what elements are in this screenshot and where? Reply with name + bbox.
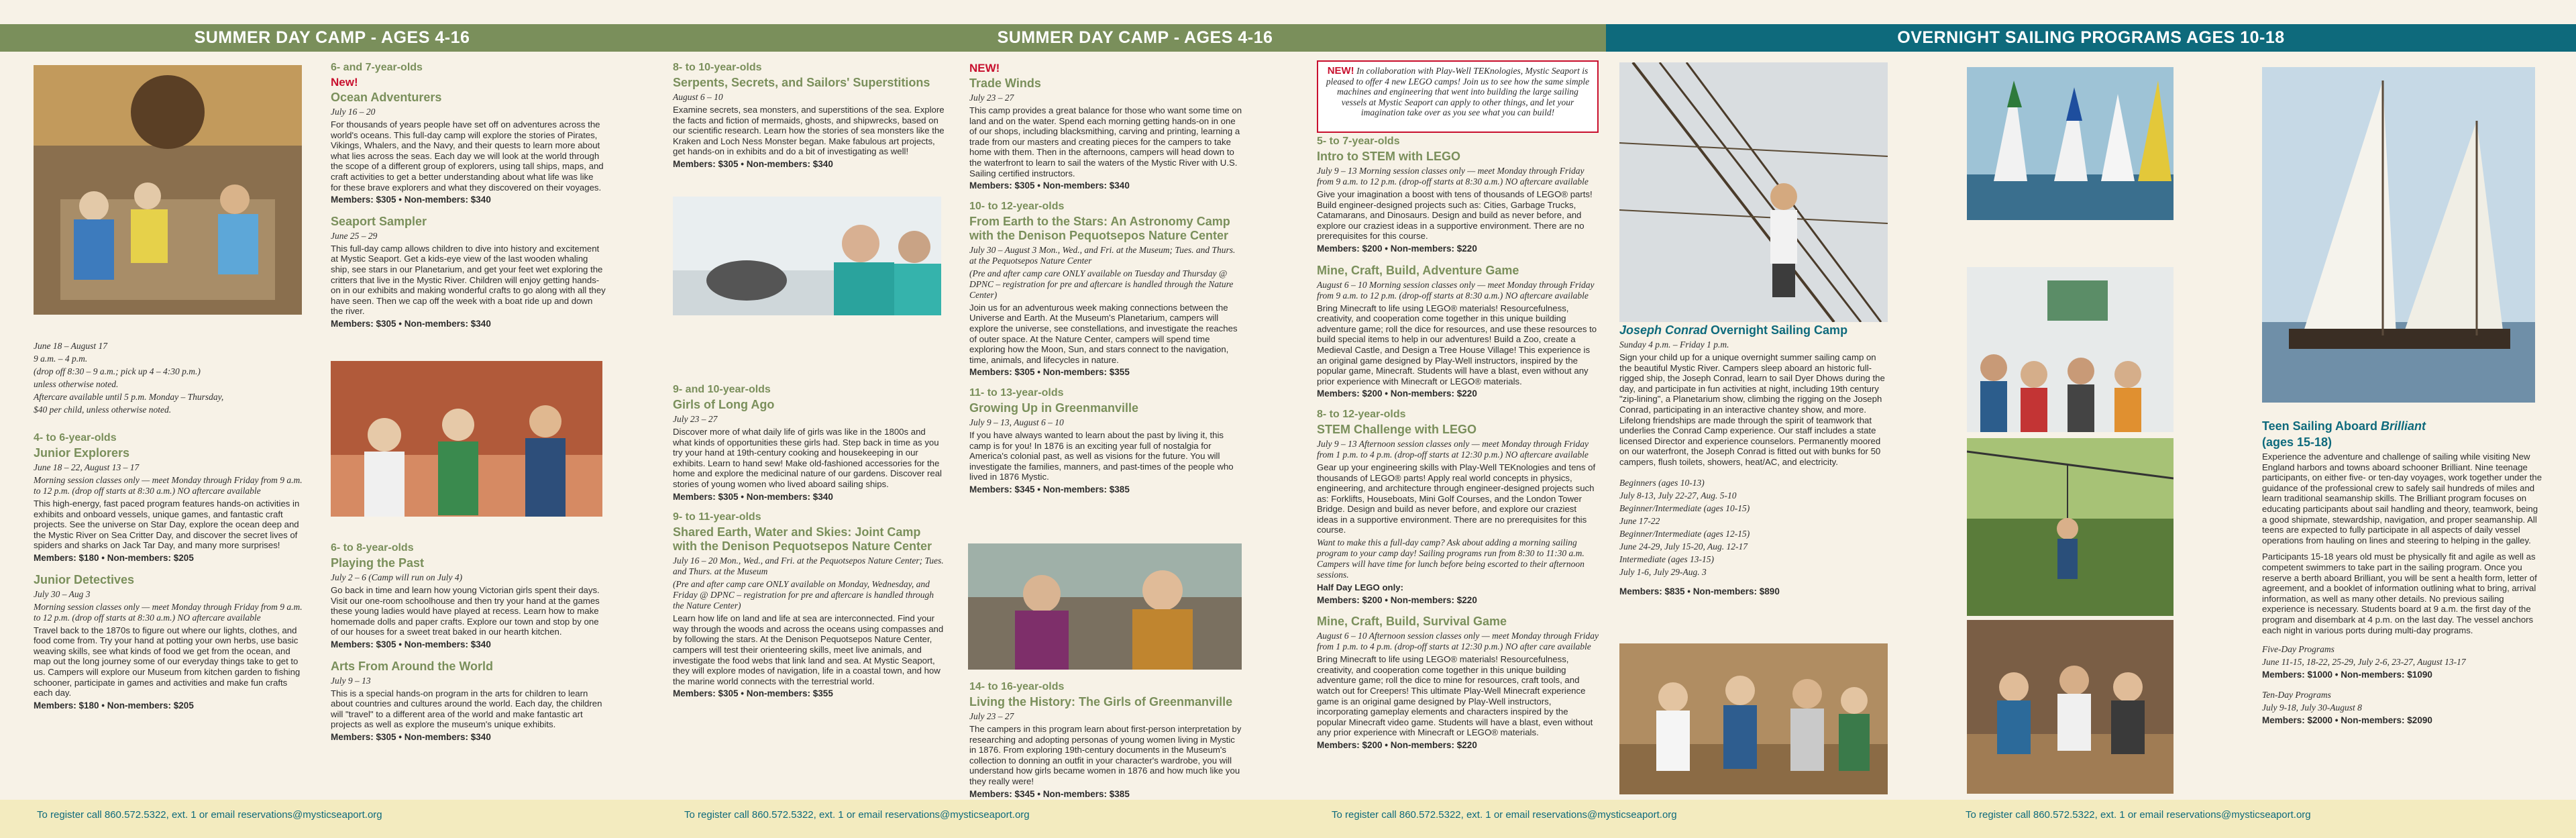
earth-stars-title: From Earth to the Stars: An Astronomy Camp with the Denison Pequotsepos Nature Center xyxy=(969,214,1230,242)
conrad-session-3-dates: June 24-29, July 15-20, Aug. 12-17 xyxy=(1619,541,1748,552)
trade-winds-price: Members: $305 • Non-members: $340 xyxy=(969,180,1130,191)
stem-challenge-half: Half Day LEGO only: xyxy=(1317,582,1403,593)
playing-past-body: Go back in time and learn how young Victorian girls spent their days. Visit our one-room schoolhouse and then try your hand at the games these young ladies would have played at recess. Learn how to make homemade dolls and paper crafts. Explore our town and stop by one of our houses for a sweet treat baked in our hearth kitchen. xyxy=(331,585,600,637)
conrad-ship-name: Joseph Conrad xyxy=(1619,323,1708,337)
banner-summer-day-camp-2: SUMMER DAY CAMP - AGES 4-16 xyxy=(664,24,1606,52)
seaport-sampler-title: Seaport Sampler xyxy=(331,214,427,228)
camp-hours: 9 a.m. – 4 p.m. xyxy=(34,354,88,364)
photo-seaport-sampler xyxy=(331,361,602,517)
earth-stars-dates: July 30 – August 3 Mon., Wed., and Fri. at the Museum; Tues. and Thurs. at the Pequotsepos Nature Center xyxy=(969,244,1236,266)
shared-earth-title: Shared Earth, Water and Skies: Joint Camp with the Denison Pequotsepos Nature Center xyxy=(673,525,932,554)
ocean-adventurers-price: Members: $305 • Non-members: $340 xyxy=(331,195,491,205)
arts-world-body: This is a special hands-on program in the arts for children to learn about countries and cultures around the world. Each day, the children will "travel" to a different area of the world and make fantastic art projects as well as explore the museum's unique exhibits. xyxy=(331,688,602,730)
earth-stars-age: 10- to 12-year-olds xyxy=(969,200,1065,212)
stem-challenge-want: Want to make this a full-day camp? Ask about adding a morning sailing program to your camp day! Sailing programs run from 8:30 to 11:30 a.m. Campers will have time for lunch before being escorted to their afternoon sessions. xyxy=(1317,537,1585,580)
arts-world-price: Members: $305 • Non-members: $340 xyxy=(331,731,491,742)
intro-stem-body: Give your imagination a boost with tens of thousands of LEGO® parts! Build engineer-designed projects such as: Cities, Garbage Trucks, Catamarans, and Dinosaurs. Design and build as never before, and explore our craziest ideas in a supportive environment. There are no prerequisites for this course. xyxy=(1317,189,1593,242)
adventure-game-title: Mine, Craft, Build, Adventure Game xyxy=(1317,263,1519,277)
stem-challenge-body: Gear up your engineering skills with Play-Well TEKnologies and tens of thousands of LEGO® parts! Apply real world concepts in physics, engineering, and architecture through engineer-designed projects such as: Forklifts, Houseboats, Mini Golf Courses, and the London Tower Bridge. Design and build as never before, and explore our craziest ideas in a supportive environment. There are no prerequisites for this course. xyxy=(1317,462,1596,535)
junior-explorers-price: Members: $180 • Non-members: $205 xyxy=(34,552,194,563)
conrad-session-1: Beginners (ages 10-13) xyxy=(1619,477,1705,488)
adventure-game-price: Members: $200 • Non-members: $220 xyxy=(1317,388,1477,399)
trade-winds-new: NEW! xyxy=(969,62,1000,74)
conrad-camp-price: Members: $835 • Non-members: $890 xyxy=(1619,586,1780,596)
brilliant-title-label: Teen Sailing Aboard xyxy=(2262,419,2381,433)
junior-detectives-price: Members: $180 • Non-members: $205 xyxy=(34,700,194,711)
column-3b xyxy=(673,384,945,709)
footer-register-2: To register call 860.572.5322, ext. 1 or email reservations@mysticseaport.org xyxy=(684,809,1030,821)
column-2b xyxy=(331,542,606,752)
stem-challenge-title: STEM Challenge with LEGO xyxy=(1317,422,1477,436)
camp-unless: unless otherwise noted. xyxy=(34,379,119,389)
brilliant-five-day-price: Members: $1000 • Non-members: $1090 xyxy=(2262,670,2432,680)
survival-game-price: Members: $200 • Non-members: $220 xyxy=(1317,740,1477,750)
ocean-adventurers-title: Ocean Adventurers xyxy=(331,91,442,104)
photo-growing-up-greenmanville xyxy=(968,543,1242,670)
camp-dropoff: (drop off 8:30 – 9 a.m.; pick up 4 – 4:30 p.m.) xyxy=(34,366,201,376)
ocean-adventurers-new: New! xyxy=(331,76,358,89)
arts-world-dates: July 9 – 13 xyxy=(331,675,371,686)
brilliant-five-day: Five-Day Programs xyxy=(2262,644,2334,655)
arts-world-title: Arts From Around the World xyxy=(331,659,493,673)
footer-register-4: To register call 860.572.5322, ext. 1 or email reservations@mysticseaport.org xyxy=(1966,809,2311,821)
footer-register-3: To register call 860.572.5322, ext. 1 or email reservations@mysticseaport.org xyxy=(1332,809,1677,821)
girls-long-ago-body: Discover more of what daily life of girls was like in the 1800s and what kinds of opportunities these girls had. Step back in time as you try your hand at 19th-century cooking and housekeeping in our exhibits. Learn to hand sew! Make old-fashioned accessories for the home and explore the medicinal nature of our gardens. Discover real stories of young women who lived aboard sailing ships. xyxy=(673,427,942,489)
shared-earth-dates: July 16 – 20 Mon., Wed., and Fri. at the Pequotsepos Nature Center; Tues. and Thurs. at the Museum xyxy=(673,556,944,577)
brilliant-ship-name: Brilliant xyxy=(2381,419,2426,433)
column-7 xyxy=(2262,419,2544,735)
conrad-session-1-dates: July 8-13, July 22-27, Aug. 5-10 xyxy=(1619,490,1737,501)
serpents-age: 8- to 10-year-olds xyxy=(673,62,762,73)
trade-winds-dates: July 23 – 27 xyxy=(969,93,1014,103)
greenmanville-price: Members: $345 • Non-members: $385 xyxy=(969,484,1130,494)
living-history-body: The campers in this program learn about first-person interpretation by researching and adopting personas of young women living in Mystic in 1876. From exploring 19th-century documents in the Museum's collection to donning an outfit in your character's wardrobe, you will understand how girls became women in 1876 and how much like you they really were! xyxy=(969,724,1242,786)
serpents-body: Examine secrets, sea monsters, and superstitions of the sea. Explore the facts and fiction of mermaids, ghosts, and shipwrecks, based on our scientific research. Learn how the stories of sea monsters like the Kraken and Loch Ness Monster began. Make fabulous art projects, get hands-on in exhibits and do a bit of investigating as well! xyxy=(673,105,945,157)
column-6 xyxy=(1619,323,1888,606)
seaport-sampler-dates: June 25 – 29 xyxy=(331,230,378,241)
footer-register-1: To register call 860.572.5322, ext. 1 or email reservations@mysticseaport.org xyxy=(37,809,382,821)
brilliant-ten-day-price: Members: $2000 • Non-members: $2090 xyxy=(2262,715,2432,725)
living-history-age: 14- to 16-year-olds xyxy=(969,681,1065,692)
playing-past-price: Members: $305 • Non-members: $340 xyxy=(331,639,491,649)
girls-long-ago-dates: July 23 – 27 xyxy=(673,414,718,424)
camp-dates: June 18 – August 17 xyxy=(34,341,107,351)
brilliant-body-2: Participants 15-18 years old must be physically fit and agile as well as competent swimmers to take part in the sailing program. Once you reserve a berth aboard Brilliant, you will be sent a health form, letter of agreement, and a booklet of information outlining what to bring, arrival information, as well as many other details. No previous sailing experience is necessary. Students board at 9 a.m. the first day of the program and disembark at 4 p.m. on the last day. The vessel anchors each night in various ports during multi-day programs. xyxy=(2262,552,2537,635)
conrad-session-4-dates: July 1-6, July 29-Aug. 3 xyxy=(1619,566,1707,577)
photo-lego-kids xyxy=(1619,643,1888,794)
intro-stem-dates: July 9 – 13 Morning session classes only — meet Monday through Friday from 9 a.m. to 12 p.m. (drop-off starts at 8:30 a.m.) NO aftercare available xyxy=(1317,166,1589,187)
conrad-session-4: Intermediate (ages 13-15) xyxy=(1619,554,1714,564)
seaport-sampler-body: This full-day camp allows children to dive into history and excitement at Mystic Seaport. Get a kids-eye view of the last wooden whaling ship, see stars in our Planetarium, and get your feet wet exploring the critters that live in the Mystic River. Children will enjoy getting hands-on in our exhibits and making wonderful crafts to go along with all they have seen. Then we cap off the week with a boat ride up and down the river. xyxy=(331,243,606,317)
photo-joseph-conrad-rigging xyxy=(1619,62,1888,322)
playing-past-dates: July 2 – 6 (Camp will run on July 4) xyxy=(331,572,463,582)
trade-winds-body: This camp provides a great balance for those who want some time on land and on the water. Spend each morning getting hands-on in one of our shops, including blacksmithing, carving and printing, learning a trade from our masters and creating pieces for the campers to take home with them. Then in the afternoons, campers will head down to the waterfront to learn to sail the waters of the Mystic River with U.S. Sailing certified instructors. xyxy=(969,105,1242,178)
stem-challenge-dates: July 9 – 13 Afternoon session classes only — meet Monday through Friday from 1 p.m. to 4 p.m. (drop-off starts at 12:30 p.m.) NO aftercare available xyxy=(1317,438,1589,460)
greenmanville-body: If you have always wanted to learn about the past by living it, this camp is for you! In 1876 is an exciting year full of nostalgia for America's colonial past, as well as visions for the future. You will investigate the families, manners, and past-times of the people who lived in 1876 Mystic. xyxy=(969,429,1234,482)
conrad-session-2: Beginner/Intermediate (ages 10-15) xyxy=(1619,503,1750,513)
playing-past-age: 6- to 8-year-olds xyxy=(331,542,414,554)
junior-detectives-title: Junior Detectives xyxy=(34,572,135,586)
brilliant-title xyxy=(2262,419,2544,433)
ocean-adventurers-age: 6- and 7-year-olds xyxy=(331,62,423,73)
trade-winds-title: Trade Winds xyxy=(969,76,1041,90)
camp-aftercare-price: $40 per child, unless otherwise noted. xyxy=(34,405,172,415)
junior-detectives-dates: July 30 – Aug 3 xyxy=(34,588,91,599)
conrad-camp-dates: Sunday 4 p.m. – Friday 1 p.m. xyxy=(1619,339,1729,350)
conrad-session-3: Beginner/Intermediate (ages 12-15) xyxy=(1619,528,1750,539)
conrad-camp-title xyxy=(1619,323,1888,337)
girls-long-ago-age: 9- and 10-year-olds xyxy=(673,384,771,395)
photo-zipline xyxy=(1967,438,2174,616)
girls-long-ago-price: Members: $305 • Non-members: $340 xyxy=(673,491,833,502)
conrad-camp-body: Sign your child up for a unique overnight summer sailing camp on the beautiful Mystic River. Campers sleep aboard an historic full-rigged ship, the Joseph Conrad, learn to sail Dyer Dhows during the day, and participate in fun activities at night, including 19th century "zip-lining", a Planetarium show, climbing the rigging on the Joseph Conrad, participating in an interactive chantey show, and more. Lifelong friendships are made through the spirit of teamwork that underlies the Conrad Camp experience. Our staff includes a state licensed Director and experience counselors. Permanently moored on our waterfront, the Joseph Conrad is fitted out with bunks for 50 campers, flush toilets, showers, heat/AC, and electricity. xyxy=(1619,352,1885,467)
junior-explorers-body: This high-energy, fast paced program features hands-on activities in exhibits and onboard vessels, unique games, and fantastic craft projects. See the universe on Star Day, explore the ocean deep and the Mystic River on Sea Critter Day, and discover the secret lives of spiders and sharks on Jack Tar Day, and many more surprises! xyxy=(34,499,300,551)
column-1 xyxy=(34,341,309,720)
survival-game-body: Bring Minecraft to life using LEGO® materials! Resourcefulness, creativity, and cooperation come together in this unique building adventure game; roll the dice to mine for resources, craft tools, and watch out for Creepers! This ultimate Play-Well Minecraft experience game is an original game designed by Play-Well instructors, incorporating gameplay elements and characters inspired by the popular Minecraft video game. Students will have a blast, even without any prior experience with Minecraft or LEGO® materials. xyxy=(1317,654,1593,738)
banner-overnight-sailing: OVERNIGHT SAILING PROGRAMS AGES 10-18 xyxy=(1606,24,2576,52)
intro-stem-price: Members: $200 • Non-members: $220 xyxy=(1317,243,1477,254)
junior-detectives-note: Morning session classes only — meet Monday through Friday from 9 a.m. to 12 p.m. (drop off starts at 8:30 a.m.) NO aftercare available xyxy=(34,601,303,623)
junior-detectives-body: Travel back to the 1870s to figure out where our lights, clothes, and food come from. Try your hand at potting your own herbs, use basic weaving skills, see what kinds of food we get from the ocean, and map out the long journey some of our everyday things take to get to us. Campers will explore our Museum from kitchen garden to fishing schooner, participate in games and activities and make fun crafts each day. xyxy=(34,625,301,698)
column-2 xyxy=(331,62,606,339)
living-history-dates: July 23 – 27 xyxy=(969,711,1014,721)
lego-box-new: NEW! xyxy=(1327,65,1354,76)
photo-planetarium-group xyxy=(1967,267,2174,432)
junior-explorers-title: Junior Explorers xyxy=(34,446,130,460)
photo-kids-exhibit xyxy=(34,65,302,315)
serpents-price: Members: $305 • Non-members: $340 xyxy=(673,158,833,169)
ocean-adventurers-body: For thousands of years people have set off on adventures across the world's oceans. This full-day camp will explore the stories of Pirates, Vikings, Whalers, and the Navy, and their quests to learn more about what lies across the seas. Each day we will look at the world through the scope of a different group of explorers, using tall ships, maps, and craft activities to get a better understanding about what life was like for these brave explorers and what they discovered on their voyages. xyxy=(331,119,604,193)
greenmanville-title: Growing Up in Greenmanville xyxy=(969,401,1139,415)
junior-explorers-dates: June 18 – 22, August 13 – 17 xyxy=(34,462,140,472)
greenmanville-age: 11- to 13-year-olds xyxy=(969,386,1064,399)
shared-earth-age: 9- to 11-year-olds xyxy=(673,511,761,523)
brilliant-body-1: Experience the adventure and challenge of sailing while visiting New England harbors and towns aboard schooner Brilliant. Nine teenage participants, on either five- or ten-day voyages, work together under the guidance of the professional crew to safely sail hundreds of miles and learn traditional seamanship skills. The Brilliant program focuses on educating participants about sail handling and theory, teamwork, being a good shipmate, stewardship, navigation, and proper seamanship. All teens are expected to fully participate in all aspects of daily vessel operations from hauling on lines and steering to helping in the galley. xyxy=(2262,452,2542,545)
shared-earth-price: Members: $305 • Non-members: $355 xyxy=(673,688,833,699)
photo-schooner-brilliant xyxy=(2262,67,2535,403)
living-history-title: Living the History: The Girls of Greenmanville xyxy=(969,695,1233,709)
intro-stem-age: 5- to 7-year-olds xyxy=(1317,136,1400,147)
stem-challenge-age: 8- to 12-year-olds xyxy=(1317,408,1406,420)
earth-stars-body: Join us for an adventurous week making connections between the Universe and Earth. At the Museum's Planetarium, campers will explore the universe, see constellations, and investigate the reaches of outer space. At the Nature Center, campers will spend time exploring how the Moon, Sun, and stars connect to the navigation, time, animals, and lifecycles in nature. xyxy=(969,302,1238,365)
intro-stem-title: Intro to STEM with LEGO xyxy=(1317,150,1460,163)
camp-aftercare: Aftercare available until 5 p.m. Monday – Thursday, xyxy=(34,392,224,402)
ocean-adventurers-dates: July 16 – 20 xyxy=(331,107,376,117)
greenmanville-dates: July 9 – 13, August 6 – 10 xyxy=(969,417,1064,427)
adventure-game-body: Bring Minecraft to life using LEGO® materials! Resourcefulness, creativity, and cooperation come together in this unique building adventure game; roll the dice for resources, and use these resources to build special items to help in our adventures! Build a Zoo, create a Medieval Castle, and Design a Tree House Village! This experience is an original game designed by Play-Well instructors, inspired by the popular game, Minecraft. Students will have a blast, even without any prior experience with Minecraft or LEGO® materials. xyxy=(1317,303,1597,386)
seaport-sampler-price: Members: $305 • Non-members: $340 xyxy=(331,318,491,329)
brilliant-ten-day-dates: July 9-18, July 30-August 8 xyxy=(2262,702,2362,713)
photo-girls-long-ago xyxy=(673,197,941,315)
brilliant-ages: (ages 15-18) xyxy=(2262,435,2332,449)
stem-challenge-price: Members: $200 • Non-members: $220 xyxy=(1317,594,1477,605)
serpents-title: Serpents, Secrets, and Sailors' Superstitions xyxy=(673,76,930,89)
conrad-session-2-dates: June 17-22 xyxy=(1619,515,1660,526)
living-history-price: Members: $345 • Non-members: $385 xyxy=(969,788,1130,799)
photo-sailboats xyxy=(1967,67,2174,220)
conrad-camp-label: Overnight Sailing Camp xyxy=(1707,323,1848,337)
adventure-game-dates: August 6 – 10 Morning session classes only — meet Monday through Friday from 9 a.m. to 12 p.m. (drop-off starts at 8:30 a.m.) NO aftercare available xyxy=(1317,279,1595,301)
shared-earth-note: (Pre and after camp care ONLY available on Monday, Wednesday, and Friday @ DPNC – registration for pre and aftercare is handled through the Nature Center) xyxy=(673,579,934,611)
playing-past-title: Playing the Past xyxy=(331,556,425,570)
column-4b xyxy=(969,681,1243,808)
brilliant-five-day-dates: June 11-15, 18-22, 25-29, July 2-6, 23-27, August 13-17 xyxy=(2262,657,2466,668)
junior-explorers-age: 4- to 6-year-olds xyxy=(34,432,117,443)
column-3 xyxy=(673,62,945,179)
column-5 xyxy=(1317,136,1599,760)
junior-explorers-note: Morning session classes only — meet Monday through Friday from 9 a.m. to 12 p.m. (drop off starts at 8:30 a.m.) NO aftercare available xyxy=(34,475,303,496)
earth-stars-price: Members: $305 • Non-members: $355 xyxy=(969,367,1130,378)
serpents-dates: August 6 – 10 xyxy=(673,92,723,102)
shared-earth-body: Learn how life on land and life at sea are interconnected. Find your way through the woods and across the oceans using compasses and by following the stars. At the Denison Pequotsepos Nature Center, campers will test their orienteering skills, meet live animals, and investigate the food webs that link land and sea. At Mystic Seaport, they will explore modes of navigation, life in a coastal town, and how the marine world connects with the terrestrial world. xyxy=(673,613,944,686)
girls-long-ago-title: Girls of Long Ago xyxy=(673,398,775,411)
lego-announcement-box xyxy=(1317,60,1599,133)
earth-stars-note: (Pre and after camp care ONLY available on Tuesday and Thursday @ DPNC – registration for pre and aftercare is handled through the Nature Center) xyxy=(969,268,1234,300)
photo-teens-on-deck xyxy=(1967,620,2174,794)
survival-game-title: Mine, Craft, Build, Survival Game xyxy=(1317,615,1507,629)
survival-game-dates: August 6 – 10 Afternoon session classes only — meet Monday through Friday from 1 p.m. to 4 p.m. (drop-off starts at 12:30 p.m.) NO after care available xyxy=(1317,631,1599,652)
brilliant-ten-day: Ten-Day Programs xyxy=(2262,689,2331,700)
column-4 xyxy=(969,62,1243,504)
banner-summer-day-camp-1: SUMMER DAY CAMP - AGES 4-16 xyxy=(0,24,664,52)
lego-box-text: In collaboration with Play-Well TEKnologies, Mystic Seaport is pleased to offer 4 new LEGO camps! Join us to see how the same simple machines and engineering that went into building the large sailing vessels at Mystic Seaport can apply to other things, and let your imagination take over as you see what you can build! xyxy=(1326,66,1590,117)
